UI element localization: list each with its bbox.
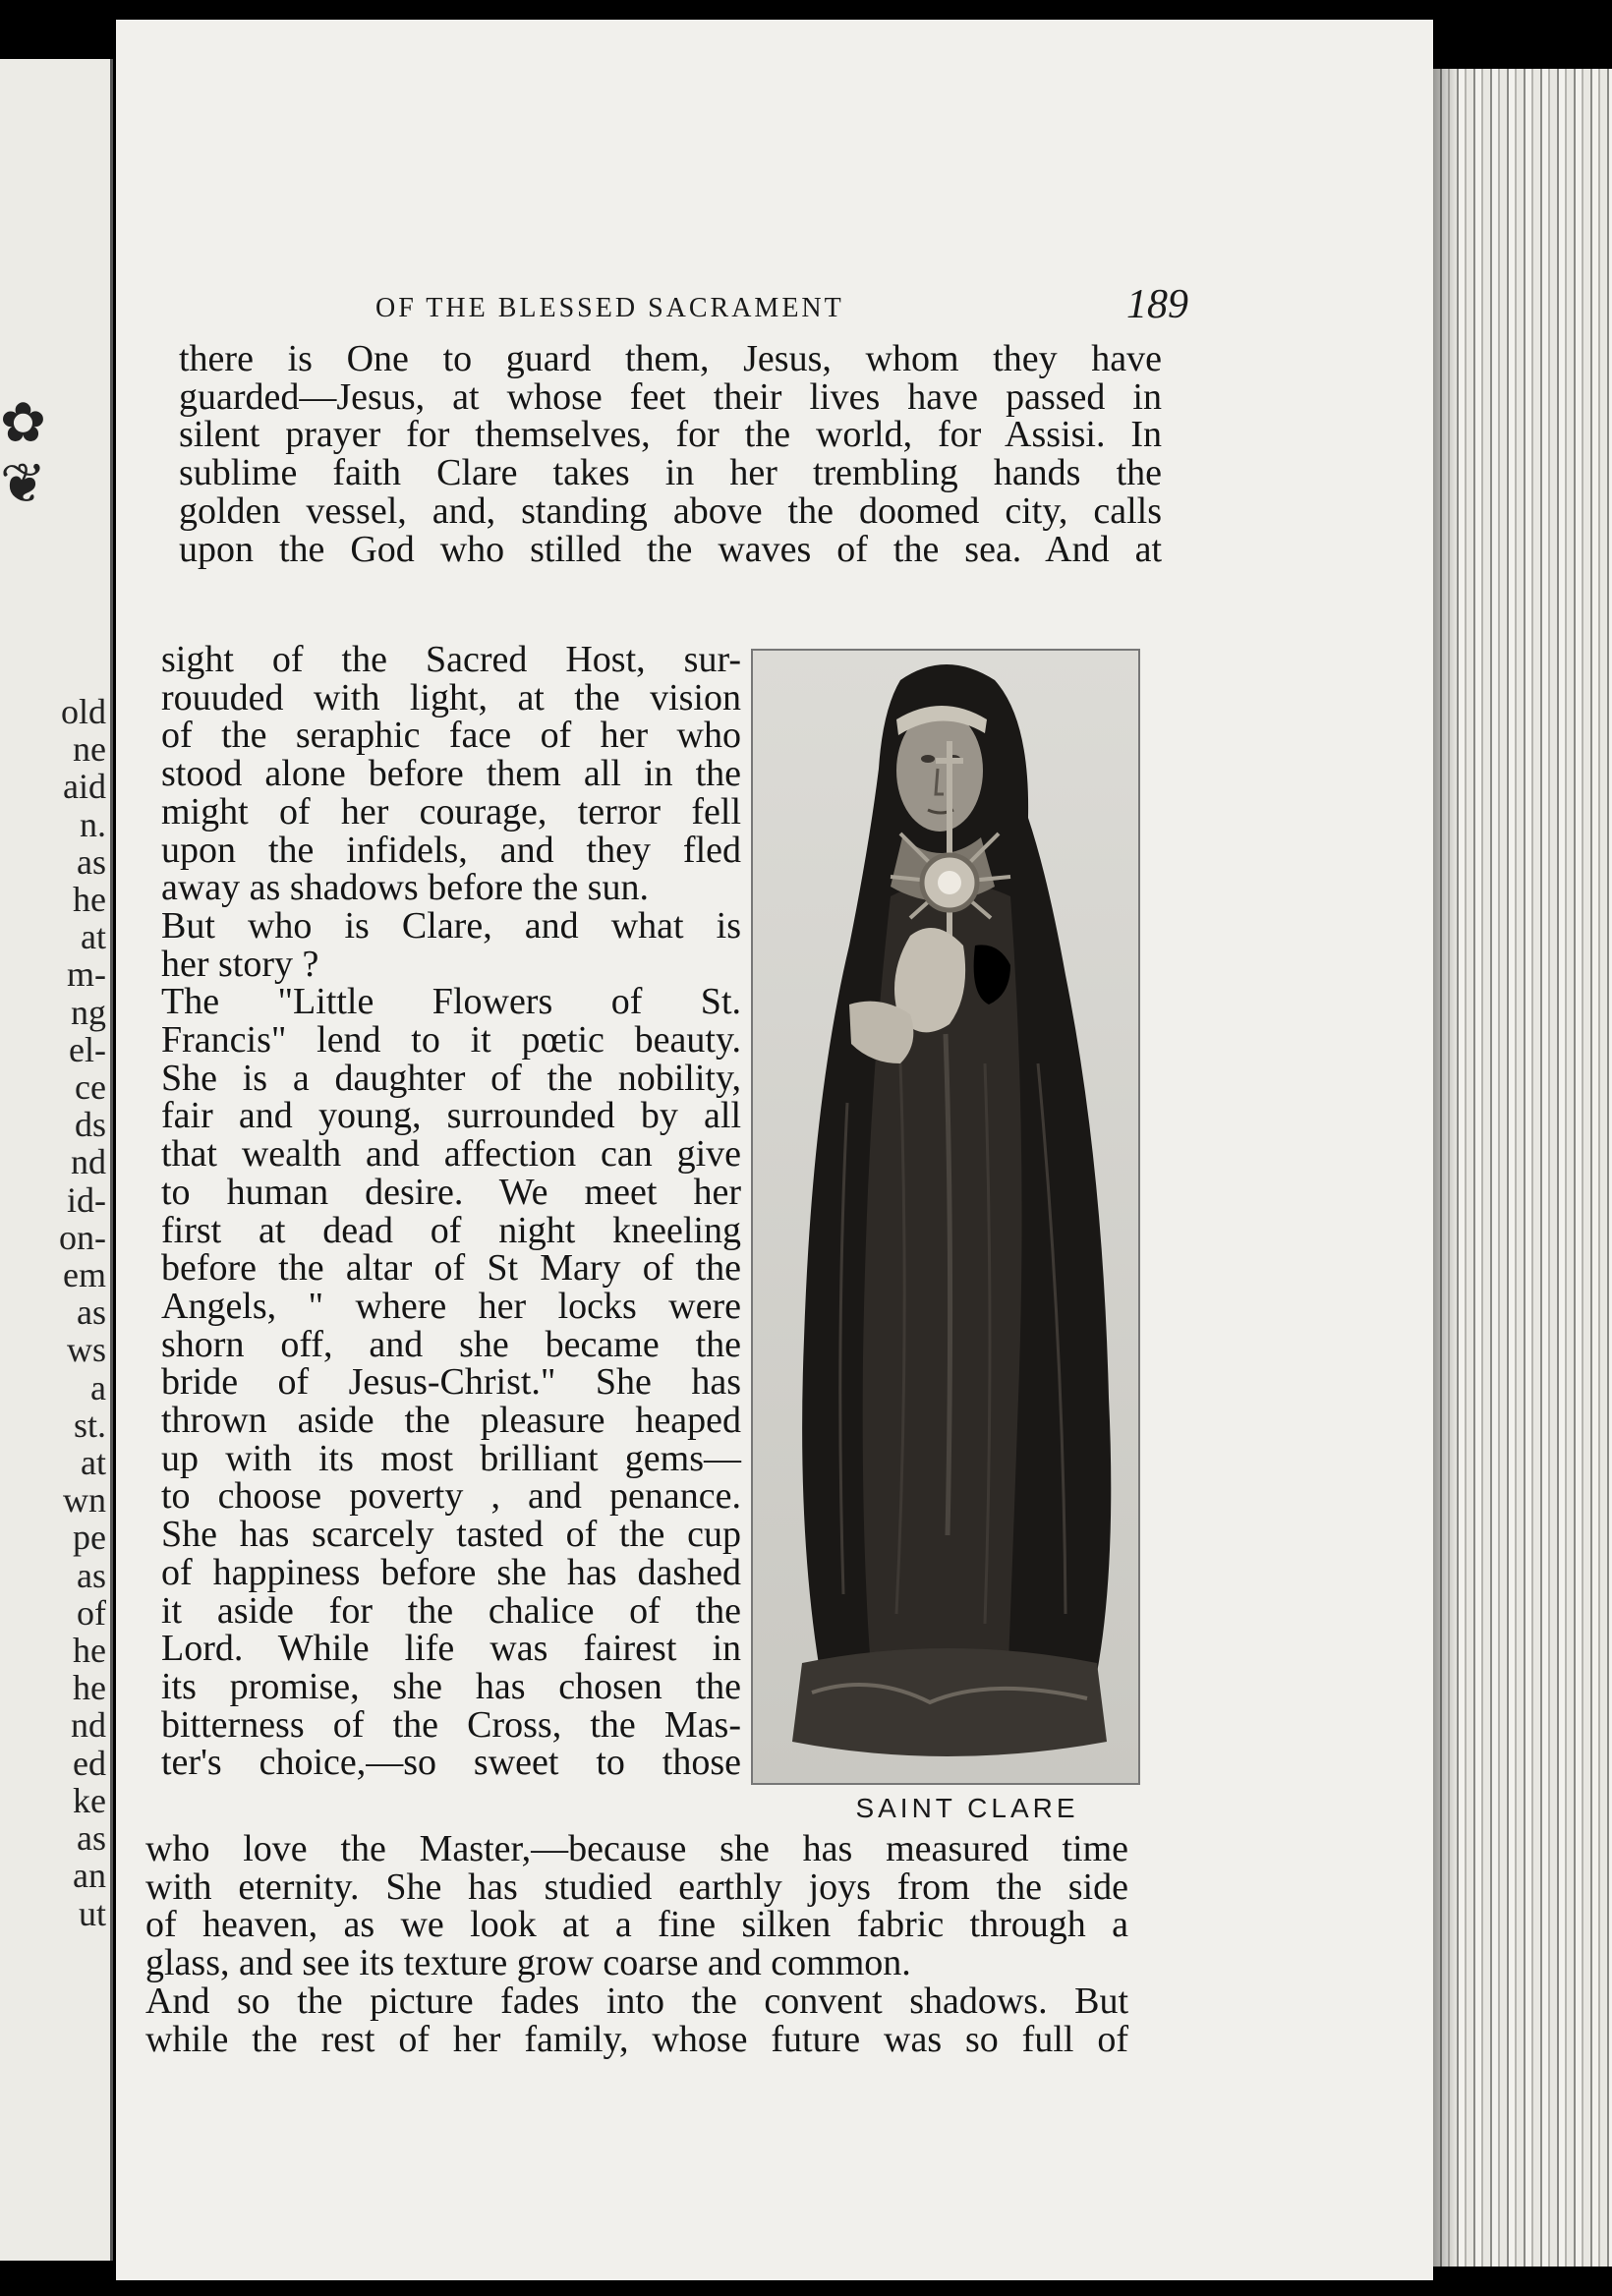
text-line: while the rest of her family, whose future was so full of (145, 2018, 1128, 2060)
page-edges-shadow (1433, 69, 1457, 2267)
facing-page-fragment: ds (74, 1105, 106, 1145)
text-line: of happiness before she has dashed (161, 1551, 741, 1593)
facing-page-fragment: ws (66, 1330, 106, 1370)
facing-page-edge (0, 59, 113, 2261)
text-line: rouuded with light, at the vision (161, 676, 741, 718)
facing-page-fragment: nd (71, 1142, 106, 1182)
text-line: sublime faith Clare takes in her trembling hands the (179, 452, 1162, 494)
facing-page-fragment: ed (73, 1743, 106, 1783)
facing-page-fragment: pe (73, 1518, 106, 1558)
facing-page-fragment: aid (63, 767, 106, 807)
text-line: The "Little Flowers of St. (161, 981, 741, 1023)
text-line: Francis" lend to it pœtic beauty. (161, 1019, 741, 1062)
text-line: with eternity. She has studied earthly joys from the side (145, 1866, 1128, 1908)
facing-page-fragment: el- (69, 1029, 106, 1069)
facing-page-fragment: he (73, 880, 106, 920)
text-line: there is One to guard them, Jesus, whom they have (179, 338, 1162, 379)
text-line: first at dead of night kneeling (161, 1209, 741, 1251)
text-line: Angels, " where her locks were (161, 1285, 741, 1327)
text-line: golden vessel, and, standing above the doomed city, calls (179, 489, 1162, 532)
facing-page-text-fragments (0, 693, 106, 1932)
text-block-top (179, 340, 1162, 568)
text-line: upon the infidels, and they fled (161, 829, 741, 871)
facing-page-fragment: on- (59, 1217, 106, 1257)
facing-page-fragment: as (77, 841, 106, 882)
text-line: might of her courage, terror fell (161, 790, 741, 832)
facing-page-fragment: m- (67, 954, 106, 995)
text-line: But who is Clare, and what is (161, 904, 741, 947)
text-line: stood alone before them all in the (161, 753, 741, 795)
facing-page-fragment: ut (78, 1893, 106, 1933)
facing-page-fragment: an (73, 1856, 106, 1896)
facing-page-fragment: as (77, 1555, 106, 1595)
text-line: She has scarcely tasted of the cup (161, 1514, 741, 1556)
text-line: away as shadows before the sun. (161, 867, 649, 909)
facing-page-fragment: ce (75, 1067, 106, 1108)
text-block-bottom (145, 1830, 1128, 2058)
facing-page-fragment: st. (73, 1405, 106, 1445)
facing-page-fragment: id- (67, 1179, 106, 1220)
facing-page-fragment: at (81, 917, 106, 957)
facing-page-fragment: a (90, 1367, 106, 1407)
page-number: 189 (1126, 282, 1188, 327)
text-line: fair and young, surrounded by all (161, 1095, 741, 1137)
book-page (116, 20, 1433, 2280)
facing-page-fragment: of (77, 1592, 106, 1633)
text-line: of the seraphic face of her who (161, 715, 741, 757)
saint-clare-figure (751, 649, 1140, 1785)
facing-page-fragment: ng (71, 992, 106, 1032)
page-edges (1433, 69, 1612, 2267)
facing-page-fragment: ke (73, 1780, 106, 1820)
facing-page-fragment: at (81, 1443, 106, 1483)
text-line: glass, and see its texture grow coarse and common. (145, 1942, 911, 1984)
text-line: to human desire. We meet her (161, 1171, 741, 1213)
text-line: that wealth and affection can give (161, 1133, 741, 1176)
text-line: She is a daughter of the nobility, (161, 1057, 741, 1099)
text-line: to choose poverty , and penance. (161, 1475, 741, 1518)
text-line: Lord. While life was fairest in (161, 1628, 741, 1670)
text-line: silent prayer for themselves, for the world, for Assisi. In (179, 414, 1162, 456)
facing-page-fragment: em (63, 1255, 106, 1295)
facing-page-fragment: wn (63, 1480, 106, 1521)
facing-page-fragment: n. (80, 804, 106, 844)
facing-page-fragment: he (73, 1631, 106, 1671)
facing-page-fragment: as (77, 1292, 106, 1333)
text-line: of heaven, as we look at a fine silken fabric through a (145, 1904, 1128, 1946)
flower-ornament-icon: ✿ ❦ (0, 393, 46, 515)
text-line: it aside for the chalice of the (161, 1589, 741, 1632)
text-line: thrown aside the pleasure heaped (161, 1400, 741, 1442)
text-block-beside-figure (161, 641, 741, 1782)
facing-page-fragment: as (77, 1818, 106, 1859)
facing-page-fragment: old (60, 692, 106, 731)
text-line: up with its most brilliant gems— (161, 1437, 741, 1479)
text-line: And so the picture fades into the convent shadows. But (145, 1980, 1128, 2022)
text-line: ter's choice,—so sweet to those (161, 1742, 741, 1784)
text-line: who love the Master,—because she has measured time (145, 1828, 1128, 1869)
figure-caption: SAINT CLARE (855, 1793, 1079, 1823)
text-line: guarded—Jesus, at whose feet their lives have passed in (179, 375, 1162, 418)
text-line: upon the God who stilled the waves of the sea. And at (179, 528, 1162, 570)
facing-page-fragment: he (73, 1668, 106, 1708)
text-line: sight of the Sacred Host, sur- (161, 639, 741, 680)
facing-page-fragment: ne (73, 729, 106, 770)
facing-page-fragment: nd (71, 1705, 106, 1746)
text-line: its promise, she has chosen the (161, 1665, 741, 1707)
text-line: her story ? (161, 943, 319, 985)
running-head: OF THE BLESSED SACRAMENT (375, 293, 844, 323)
statue-of-saint-clare-icon (753, 651, 1138, 1783)
text-line: shorn off, and she became the (161, 1323, 741, 1365)
text-line: bride of Jesus-Christ." She has (161, 1361, 741, 1404)
text-line: before the altar of St Mary of the (161, 1247, 741, 1290)
text-line: bitterness of the Cross, the Mas- (161, 1703, 741, 1746)
